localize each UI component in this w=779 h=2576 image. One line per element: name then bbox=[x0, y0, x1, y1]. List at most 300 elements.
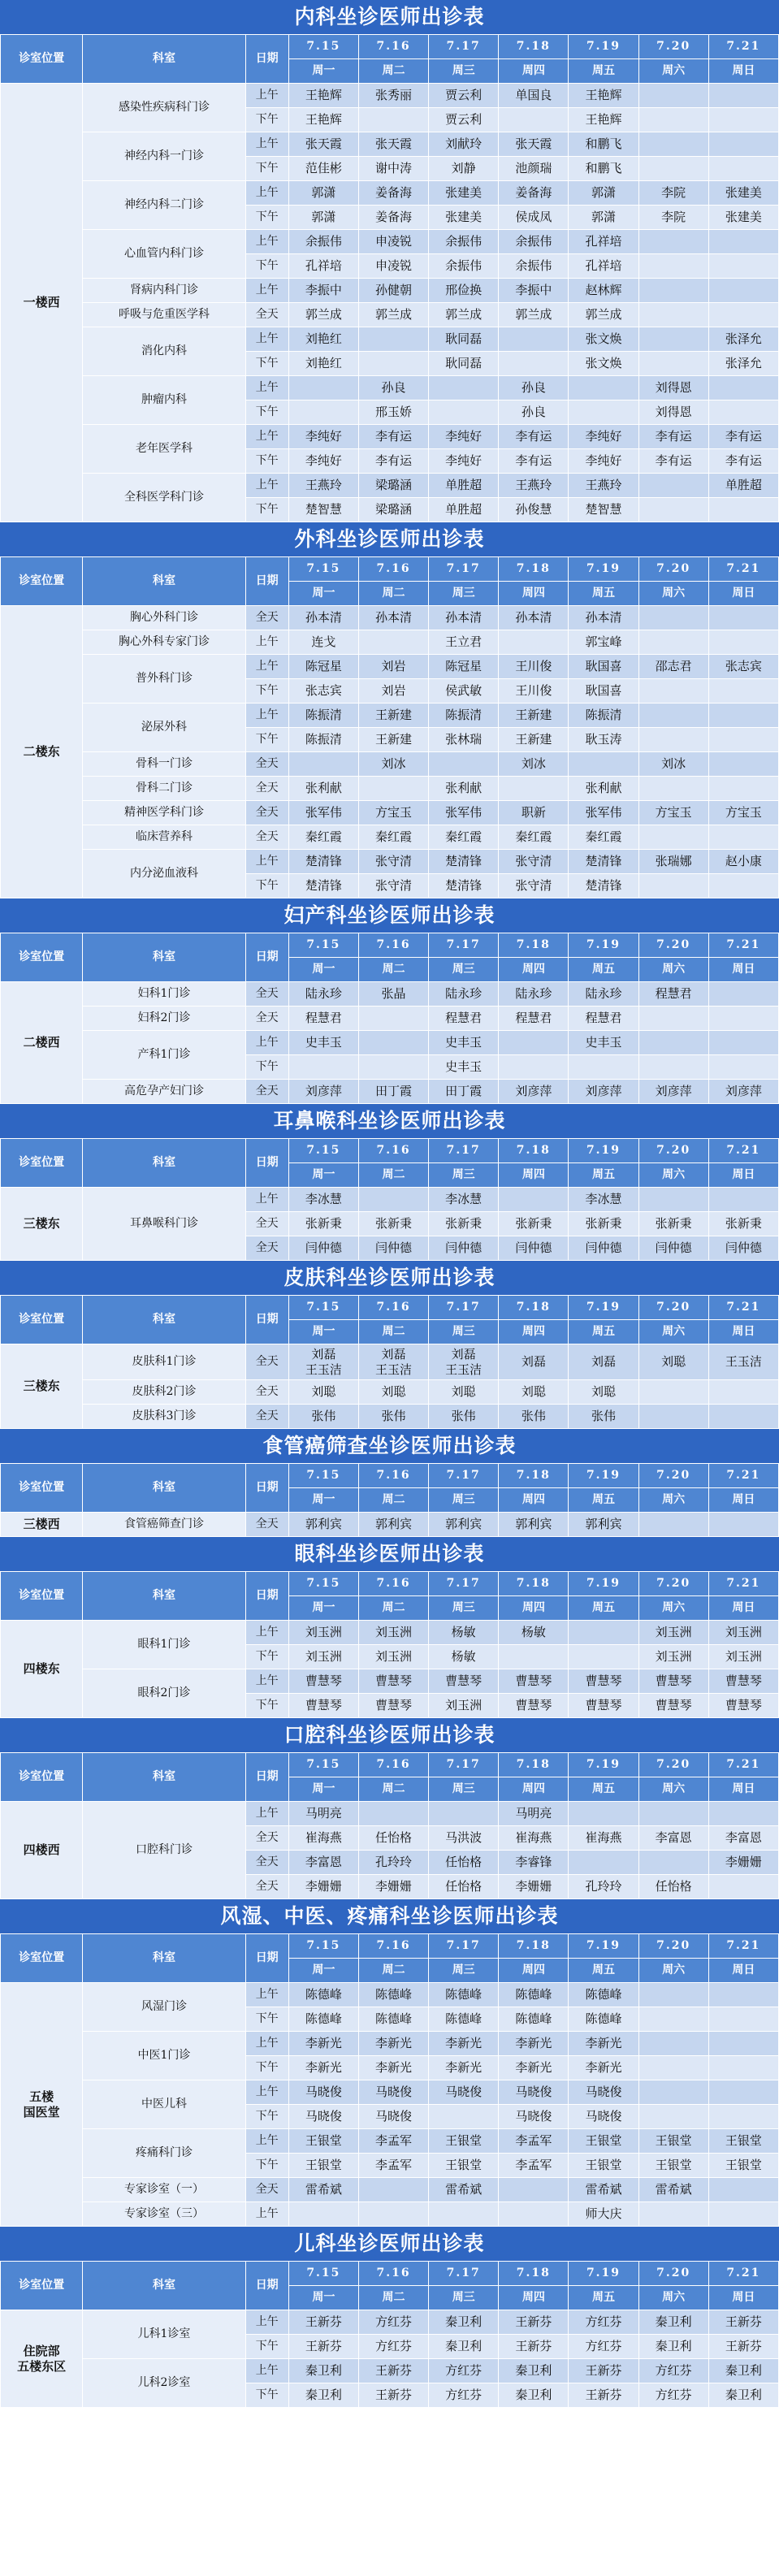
doctor-cell: 楚清锋 bbox=[429, 874, 499, 898]
header-weekday: 周三 bbox=[429, 1320, 499, 1344]
doctor-cell: 刘冰 bbox=[499, 752, 569, 777]
doctor-cell: 张守清 bbox=[499, 850, 569, 874]
doctor-cell: 郭宝峰 bbox=[569, 630, 638, 655]
header-date: 7.20 bbox=[638, 1464, 708, 1488]
header-weekday: 周二 bbox=[358, 1959, 428, 1983]
doctor-cell bbox=[638, 1055, 708, 1080]
doctor-cell: 李新光 bbox=[499, 2032, 569, 2056]
header-date: 7.17 bbox=[429, 1934, 499, 1959]
header-date: 7.15 bbox=[288, 1139, 358, 1163]
location-cell: 三楼东 bbox=[1, 1344, 83, 1429]
doctor-cell bbox=[638, 2202, 708, 2227]
doctor-cell: 职新 bbox=[499, 801, 569, 825]
doctor-cell bbox=[638, 1188, 708, 1212]
header-date: 7.16 bbox=[358, 1753, 428, 1777]
schedule-row bbox=[1, 752, 779, 777]
doctor-cell: 王新建 bbox=[499, 728, 569, 752]
header-date: 7.18 bbox=[499, 1934, 569, 1959]
header-weekday: 周二 bbox=[358, 2286, 428, 2310]
doctor-cell bbox=[638, 2105, 708, 2129]
header-weekday: 周五 bbox=[569, 2286, 638, 2310]
doctor-cell: 刘岩 bbox=[358, 679, 428, 704]
doctor-cell: 王新芬 bbox=[569, 2383, 638, 2408]
header-date: 7.16 bbox=[358, 2262, 428, 2286]
time-cell: 全天 bbox=[245, 825, 288, 850]
time-cell: 全天 bbox=[245, 801, 288, 825]
doctor-cell: 王银堂 bbox=[708, 2154, 778, 2178]
doctor-cell: 陆永珍 bbox=[288, 982, 358, 1007]
header-date: 7.18 bbox=[499, 1753, 569, 1777]
header-time: 日期 bbox=[245, 1572, 288, 1621]
doctor-cell: 雷希斌 bbox=[638, 2178, 708, 2202]
time-cell: 下午 bbox=[245, 400, 288, 425]
doctor-cell: 张新秉 bbox=[569, 1212, 638, 1236]
header-weekday: 周二 bbox=[358, 1596, 428, 1621]
doctor-cell: 李有运 bbox=[499, 449, 569, 474]
header-date: 7.20 bbox=[638, 1753, 708, 1777]
dept-cell: 骨科一门诊 bbox=[83, 752, 245, 777]
header-weekday: 周日 bbox=[708, 958, 778, 982]
time-cell: 全天 bbox=[245, 1080, 288, 1104]
schedule-row bbox=[1, 1188, 779, 1212]
header-weekday: 周五 bbox=[569, 59, 638, 84]
doctor-cell: 秦卫利 bbox=[499, 2359, 569, 2383]
schedule-table bbox=[0, 34, 779, 522]
doctor-cell: 马明亮 bbox=[499, 1802, 569, 1826]
time-cell: 全天 bbox=[245, 982, 288, 1007]
doctor-cell: 李冰慧 bbox=[429, 1188, 499, 1212]
doctor-cell: 张伟 bbox=[429, 1405, 499, 1429]
schedule-row bbox=[1, 2310, 779, 2335]
doctor-cell bbox=[708, 752, 778, 777]
doctor-cell: 秦卫利 bbox=[429, 2335, 499, 2359]
schedule-row bbox=[1, 2129, 779, 2154]
doctor-cell: 马晓俊 bbox=[499, 2080, 569, 2105]
header-weekday: 周六 bbox=[638, 2286, 708, 2310]
doctor-cell: 方宝玉 bbox=[708, 801, 778, 825]
header-weekday: 周日 bbox=[708, 1959, 778, 1983]
doctor-cell: 申凌锐 bbox=[358, 254, 428, 279]
doctor-cell: 陈德峰 bbox=[569, 2007, 638, 2032]
doctor-cell: 余振伟 bbox=[499, 230, 569, 254]
time-cell: 下午 bbox=[245, 1694, 288, 1718]
doctor-cell: 王艳辉 bbox=[288, 108, 358, 132]
cell-line: 王玉洁 bbox=[305, 1362, 342, 1377]
header-weekday: 周二 bbox=[358, 1777, 428, 1802]
doctor-cell bbox=[358, 327, 428, 352]
header-weekday: 周六 bbox=[638, 1488, 708, 1513]
doctor-cell: 王银堂 bbox=[288, 2129, 358, 2154]
doctor-cell: 孙本清 bbox=[569, 606, 638, 630]
doctor-cell: 程慧君 bbox=[638, 982, 708, 1007]
doctor-cell: 孙本清 bbox=[288, 606, 358, 630]
doctor-cell bbox=[708, 1055, 778, 1080]
doctor-cell: 李睿锋 bbox=[499, 1851, 569, 1875]
header-weekday: 周四 bbox=[499, 59, 569, 84]
schedule-table bbox=[0, 1295, 779, 1429]
doctor-cell bbox=[358, 777, 428, 801]
doctor-cell bbox=[638, 1405, 708, 1429]
doctor-cell: 曹慧琴 bbox=[429, 1669, 499, 1694]
doctor-cell bbox=[569, 376, 638, 400]
schedule-section bbox=[0, 1718, 779, 1899]
doctor-cell bbox=[569, 1851, 638, 1875]
doctor-cell: 李有运 bbox=[358, 449, 428, 474]
doctor-cell: 曹慧琴 bbox=[638, 1669, 708, 1694]
header-date: 7.16 bbox=[358, 1934, 428, 1959]
header-dept: 科室 bbox=[83, 557, 245, 606]
doctor-cell bbox=[638, 1802, 708, 1826]
doctor-cell bbox=[429, 752, 499, 777]
doctor-cell bbox=[638, 1007, 708, 1031]
doctor-cell bbox=[288, 1344, 358, 1380]
cell-line: 王玉洁 bbox=[375, 1362, 413, 1377]
header-dept: 科室 bbox=[83, 1464, 245, 1513]
header-location: 诊室位置 bbox=[1, 2262, 83, 2310]
doctor-cell: 张天霞 bbox=[358, 132, 428, 157]
time-cell: 全天 bbox=[245, 2178, 288, 2202]
doctor-cell: 程慧君 bbox=[288, 1007, 358, 1031]
doctor-cell bbox=[708, 679, 778, 704]
header-date: 7.19 bbox=[569, 1572, 638, 1596]
dept-cell: 专家诊室（三） bbox=[83, 2202, 245, 2227]
doctor-cell: 马晓俊 bbox=[288, 2080, 358, 2105]
schedule-table bbox=[0, 1463, 779, 1537]
header-weekday: 周三 bbox=[429, 1488, 499, 1513]
doctor-cell: 方红芬 bbox=[638, 2359, 708, 2383]
time-cell: 下午 bbox=[245, 728, 288, 752]
header-location: 诊室位置 bbox=[1, 933, 83, 982]
doctor-cell: 王新芬 bbox=[358, 2359, 428, 2383]
header-date: 7.17 bbox=[429, 557, 499, 582]
doctor-cell: 陈德峰 bbox=[358, 1983, 428, 2007]
doctor-cell: 陈冠星 bbox=[429, 655, 499, 679]
doctor-cell: 马晓俊 bbox=[429, 2080, 499, 2105]
header-weekday: 周四 bbox=[499, 2286, 569, 2310]
header-date: 7.16 bbox=[358, 1572, 428, 1596]
doctor-cell: 陈德峰 bbox=[288, 2007, 358, 2032]
header-weekday: 周四 bbox=[499, 1777, 569, 1802]
time-cell: 上午 bbox=[245, 1188, 288, 1212]
doctor-cell: 张志宾 bbox=[708, 655, 778, 679]
header-weekday: 周一 bbox=[288, 958, 358, 982]
header-date: 7.21 bbox=[708, 557, 778, 582]
time-cell: 下午 bbox=[245, 2056, 288, 2080]
schedule-row bbox=[1, 801, 779, 825]
doctor-cell: 曹慧琴 bbox=[708, 1694, 778, 1718]
header-date: 7.18 bbox=[499, 35, 569, 59]
doctor-cell: 楚清锋 bbox=[288, 850, 358, 874]
doctor-cell: 陈德峰 bbox=[429, 2007, 499, 2032]
doctor-cell: 陈振清 bbox=[569, 704, 638, 728]
location-cell: 四楼东 bbox=[1, 1621, 83, 1718]
time-cell: 全天 bbox=[245, 1405, 288, 1429]
header-date: 7.17 bbox=[429, 1139, 499, 1163]
doctor-cell: 刘玉洲 bbox=[288, 1645, 358, 1669]
doctor-cell bbox=[288, 752, 358, 777]
time-cell: 上午 bbox=[245, 655, 288, 679]
doctor-cell: 张天霞 bbox=[499, 132, 569, 157]
doctor-cell: 王新芬 bbox=[708, 2335, 778, 2359]
doctor-cell bbox=[288, 376, 358, 400]
time-cell: 下午 bbox=[245, 254, 288, 279]
doctor-cell: 田丁霞 bbox=[358, 1080, 428, 1104]
doctor-cell: 李纯好 bbox=[429, 425, 499, 449]
dept-cell: 产科1门诊 bbox=[83, 1031, 245, 1080]
doctor-cell bbox=[638, 327, 708, 352]
time-cell: 上午 bbox=[245, 2310, 288, 2335]
doctor-cell: 秦卫利 bbox=[708, 2383, 778, 2408]
header-date: 7.20 bbox=[638, 2262, 708, 2286]
header-weekday: 周日 bbox=[708, 59, 778, 84]
doctor-cell: 李新光 bbox=[429, 2056, 499, 2080]
doctor-cell: 王玉洁 bbox=[708, 1344, 778, 1380]
schedule-row bbox=[1, 1983, 779, 2007]
doctor-cell: 刘静 bbox=[429, 157, 499, 181]
doctor-cell: 王银堂 bbox=[638, 2154, 708, 2178]
doctor-cell: 陈德峰 bbox=[569, 1983, 638, 2007]
time-cell: 下午 bbox=[245, 449, 288, 474]
doctor-cell: 刘聪 bbox=[638, 1344, 708, 1380]
doctor-cell: 刘聪 bbox=[288, 1380, 358, 1405]
doctor-cell: 史丰玉 bbox=[429, 1055, 499, 1080]
header-weekday: 周四 bbox=[499, 1959, 569, 1983]
doctor-cell bbox=[638, 474, 708, 498]
header-date: 7.17 bbox=[429, 1753, 499, 1777]
header-time: 日期 bbox=[245, 933, 288, 982]
location-cell: 一楼西 bbox=[1, 84, 83, 522]
doctor-cell: 刘玉洲 bbox=[708, 1621, 778, 1645]
doctor-cell: 范佳彬 bbox=[288, 157, 358, 181]
header-date: 7.21 bbox=[708, 1934, 778, 1959]
doctor-cell bbox=[708, 84, 778, 108]
doctor-cell: 闫仲德 bbox=[499, 1236, 569, 1261]
doctor-cell: 陈振清 bbox=[288, 728, 358, 752]
doctor-cell: 李新光 bbox=[358, 2056, 428, 2080]
doctor-cell bbox=[358, 1188, 428, 1212]
doctor-cell: 孙本清 bbox=[499, 606, 569, 630]
header-date: 7.21 bbox=[708, 1139, 778, 1163]
doctor-cell bbox=[708, 2105, 778, 2129]
doctor-cell: 闫仲德 bbox=[638, 1236, 708, 1261]
doctor-cell: 郭利宾 bbox=[499, 1513, 569, 1537]
doctor-cell: 张建美 bbox=[429, 181, 499, 206]
doctor-cell: 孙健朝 bbox=[358, 279, 428, 303]
section-title: 内科坐诊医师出诊表 bbox=[0, 0, 779, 34]
header-location: 诊室位置 bbox=[1, 1464, 83, 1513]
doctor-cell bbox=[358, 108, 428, 132]
header-weekday: 周六 bbox=[638, 1959, 708, 1983]
doctor-cell: 程慧君 bbox=[499, 1007, 569, 1031]
doctor-cell: 马晓俊 bbox=[358, 2080, 428, 2105]
doctor-cell: 李院 bbox=[638, 206, 708, 230]
header-time: 日期 bbox=[245, 1464, 288, 1513]
doctor-cell: 张伟 bbox=[499, 1405, 569, 1429]
dept-cell: 中医1门诊 bbox=[83, 2032, 245, 2080]
time-cell: 上午 bbox=[245, 376, 288, 400]
doctor-cell: 张泽允 bbox=[708, 327, 778, 352]
doctor-cell: 闫仲德 bbox=[708, 1236, 778, 1261]
header-weekday: 周五 bbox=[569, 1320, 638, 1344]
doctor-cell: 楚清锋 bbox=[569, 850, 638, 874]
doctor-cell: 郭潇 bbox=[288, 206, 358, 230]
schedule-section bbox=[0, 522, 779, 898]
doctor-cell: 李冰慧 bbox=[569, 1188, 638, 1212]
dept-cell: 感染性疾病科门诊 bbox=[83, 84, 245, 132]
dept-cell: 妇科2门诊 bbox=[83, 1007, 245, 1031]
doctor-cell bbox=[638, 1983, 708, 2007]
doctor-cell bbox=[638, 2080, 708, 2105]
dept-cell: 内分泌血液科 bbox=[83, 850, 245, 898]
doctor-cell: 郭利宾 bbox=[569, 1513, 638, 1537]
doctor-cell bbox=[358, 352, 428, 376]
doctor-cell: 王立君 bbox=[429, 630, 499, 655]
header-dept: 科室 bbox=[83, 2262, 245, 2310]
doctor-cell: 郭利宾 bbox=[358, 1513, 428, 1537]
doctor-cell: 李新光 bbox=[569, 2032, 638, 2056]
doctor-cell: 李新光 bbox=[288, 2032, 358, 2056]
doctor-cell: 王新芬 bbox=[569, 2359, 638, 2383]
time-cell: 全天 bbox=[245, 777, 288, 801]
doctor-cell bbox=[358, 1031, 428, 1055]
doctor-cell: 秦卫利 bbox=[499, 2383, 569, 2408]
doctor-cell: 王银堂 bbox=[569, 2129, 638, 2154]
doctor-cell: 张军伟 bbox=[288, 801, 358, 825]
doctor-cell: 余振伟 bbox=[499, 254, 569, 279]
dept-cell: 妇科1门诊 bbox=[83, 982, 245, 1007]
schedule-row bbox=[1, 132, 779, 157]
doctor-cell: 张新秉 bbox=[708, 1212, 778, 1236]
header-weekday: 周四 bbox=[499, 1596, 569, 1621]
doctor-cell: 李新光 bbox=[358, 2032, 428, 2056]
doctor-cell bbox=[429, 1802, 499, 1826]
schedule-section bbox=[0, 2227, 779, 2408]
doctor-cell: 李振中 bbox=[288, 279, 358, 303]
doctor-cell: 李孟军 bbox=[499, 2129, 569, 2154]
schedule-section bbox=[0, 1104, 779, 1261]
section-title: 儿科坐诊医师出诊表 bbox=[0, 2227, 779, 2261]
doctor-cell bbox=[638, 1031, 708, 1055]
doctor-cell: 余振伟 bbox=[429, 254, 499, 279]
doctor-cell: 陆永珍 bbox=[499, 982, 569, 1007]
doctor-cell: 谢中涛 bbox=[358, 157, 428, 181]
schedule-row bbox=[1, 1802, 779, 1826]
header-weekday: 周日 bbox=[708, 2286, 778, 2310]
doctor-cell: 池颜瑞 bbox=[499, 157, 569, 181]
doctor-cell bbox=[638, 303, 708, 327]
doctor-cell: 刘彦萍 bbox=[288, 1080, 358, 1104]
doctor-cell: 陈德峰 bbox=[499, 2007, 569, 2032]
section-title: 风湿、中医、疼痛科坐诊医师出诊表 bbox=[0, 1899, 779, 1933]
header-weekday: 周三 bbox=[429, 2286, 499, 2310]
doctor-cell: 张泽允 bbox=[708, 352, 778, 376]
header-date: 7.19 bbox=[569, 2262, 638, 2286]
doctor-cell: 李有运 bbox=[638, 425, 708, 449]
dept-cell: 食管癌筛查门诊 bbox=[83, 1513, 245, 1537]
header-location: 诊室位置 bbox=[1, 1753, 83, 1802]
doctor-cell: 刘玉洲 bbox=[638, 1621, 708, 1645]
doctor-cell: 张伟 bbox=[569, 1405, 638, 1429]
header-date: 7.15 bbox=[288, 1572, 358, 1596]
time-cell: 全天 bbox=[245, 1344, 288, 1380]
dept-cell: 专家诊室（一） bbox=[83, 2178, 245, 2202]
dept-cell: 精神医学科门诊 bbox=[83, 801, 245, 825]
doctor-cell bbox=[638, 1380, 708, 1405]
dept-cell: 胸心外科门诊 bbox=[83, 606, 245, 630]
doctor-cell: 李有运 bbox=[708, 425, 778, 449]
doctor-cell bbox=[358, 630, 428, 655]
doctor-cell: 曹慧琴 bbox=[499, 1669, 569, 1694]
doctor-cell: 侯武敏 bbox=[429, 679, 499, 704]
time-cell: 全天 bbox=[245, 303, 288, 327]
time-cell: 上午 bbox=[245, 1669, 288, 1694]
dept-cell: 呼吸与危重医学科 bbox=[83, 303, 245, 327]
header-weekday: 周二 bbox=[358, 1320, 428, 1344]
doctor-cell: 李孟军 bbox=[499, 2154, 569, 2178]
doctor-cell bbox=[638, 679, 708, 704]
doctor-cell: 张守清 bbox=[358, 850, 428, 874]
header-weekday: 周二 bbox=[358, 582, 428, 606]
doctor-cell: 张天霞 bbox=[288, 132, 358, 157]
doctor-cell: 张建美 bbox=[708, 206, 778, 230]
doctor-cell: 张晶 bbox=[358, 982, 428, 1007]
schedule-table bbox=[0, 1933, 779, 2227]
header-weekday: 周二 bbox=[358, 1163, 428, 1188]
doctor-cell: 刘岩 bbox=[358, 655, 428, 679]
schedule-row bbox=[1, 655, 779, 679]
header-weekday: 周二 bbox=[358, 958, 428, 982]
header-date: 7.15 bbox=[288, 1296, 358, 1320]
location-cell: 二楼东 bbox=[1, 606, 83, 898]
doctor-cell bbox=[708, 1875, 778, 1899]
doctor-cell: 史丰玉 bbox=[569, 1031, 638, 1055]
header-weekday: 周二 bbox=[358, 1488, 428, 1513]
doctor-cell bbox=[499, 327, 569, 352]
dept-cell: 疼痛科门诊 bbox=[83, 2129, 245, 2178]
doctor-cell: 崔海燕 bbox=[499, 1826, 569, 1851]
time-cell: 上午 bbox=[245, 84, 288, 108]
header-weekday: 周六 bbox=[638, 59, 708, 84]
doctor-cell bbox=[499, 2178, 569, 2202]
header-date: 7.20 bbox=[638, 35, 708, 59]
header-date: 7.21 bbox=[708, 1572, 778, 1596]
dept-cell: 耳鼻喉科门诊 bbox=[83, 1188, 245, 1261]
doctor-cell bbox=[708, 606, 778, 630]
doctor-cell: 李富恩 bbox=[288, 1851, 358, 1875]
doctor-cell: 孔祥培 bbox=[288, 254, 358, 279]
header-date: 7.16 bbox=[358, 557, 428, 582]
header-weekday: 周三 bbox=[429, 1596, 499, 1621]
doctor-cell bbox=[429, 2202, 499, 2227]
doctor-cell: 耿国喜 bbox=[569, 679, 638, 704]
doctor-cell bbox=[708, 1802, 778, 1826]
doctor-cell: 任怡格 bbox=[429, 1851, 499, 1875]
doctor-cell bbox=[708, 728, 778, 752]
header-weekday: 周六 bbox=[638, 1320, 708, 1344]
header-date: 7.17 bbox=[429, 1296, 499, 1320]
doctor-cell: 王新建 bbox=[358, 704, 428, 728]
header-weekday: 周六 bbox=[638, 1596, 708, 1621]
doctor-cell: 楚智慧 bbox=[569, 498, 638, 522]
doctor-cell: 张新秉 bbox=[429, 1212, 499, 1236]
doctor-cell bbox=[708, 376, 778, 400]
header-weekday: 周三 bbox=[429, 1959, 499, 1983]
header-date: 7.20 bbox=[638, 557, 708, 582]
doctor-cell: 王川俊 bbox=[499, 679, 569, 704]
doctor-cell: 杨敏 bbox=[429, 1645, 499, 1669]
doctor-cell: 张新秉 bbox=[288, 1212, 358, 1236]
doctor-cell: 方红芬 bbox=[569, 2335, 638, 2359]
